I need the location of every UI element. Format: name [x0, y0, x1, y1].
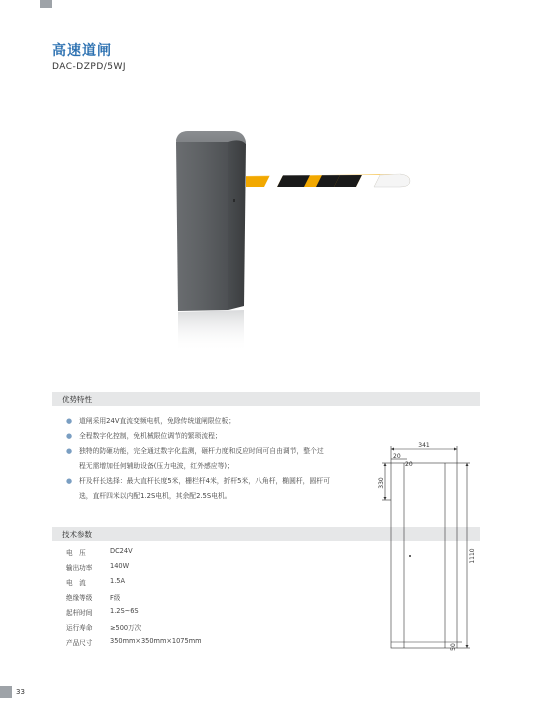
specs-heading: 技术参数	[62, 530, 92, 539]
dim-left-offset-label: 20	[393, 453, 401, 460]
spec-label: 电 压	[66, 549, 86, 557]
drawing-cabinet-outline	[391, 463, 457, 648]
spec-value: 350mm×350mm×1075mm	[110, 637, 202, 645]
model-number: DAC-DZPD/5WJ	[52, 62, 127, 72]
spec-value: ≥500万次	[110, 624, 142, 632]
bullet-icon: ●	[66, 447, 73, 455]
spec-label: 运行寿命	[66, 624, 93, 632]
page-number-marker	[0, 686, 12, 698]
feature-text: 杆及杆长选择：最大直杆长度5米，栅栏杆4米，折杆5米，八角杆，椭圆杆，圆杆可选，直杆四米以内配1.2S电机，其余配2.5S电机。	[79, 477, 330, 500]
feature-text: 独特的防砸功能，完全通过数字化监测，砸杆力度和反应时间可自由调节，整个过程无需增加任何辅助设备(压力电波，红外感应等)；	[79, 447, 324, 470]
spec-label: 产品尺寸	[66, 639, 93, 647]
spec-label: 起杆时间	[66, 609, 93, 617]
spec-label: 绝缘等级	[66, 594, 93, 602]
dim-right-offset-label: 20	[405, 461, 413, 468]
drawing-lock-mark	[409, 555, 411, 557]
feature-text: 道闸采用24V直流变频电机，免除传统道闸限位板；	[79, 417, 236, 425]
bullet-icon: ●	[66, 477, 73, 485]
spec-label: 输出功率	[66, 564, 93, 572]
page-number: 33	[16, 688, 25, 696]
page-title: 高速道闸	[52, 43, 112, 59]
dim-height-label: 1110	[469, 548, 476, 564]
bullet-icon: ●	[66, 417, 73, 425]
dim-width-label: 341	[418, 442, 430, 449]
spec-value: 1.2S~6S	[110, 607, 139, 615]
spec-label: 电 流	[66, 579, 86, 587]
spec-value: F级	[110, 594, 121, 602]
spec-value: 1.5A	[110, 577, 125, 585]
spec-value: DC24V	[110, 547, 133, 555]
dim-bottom-label: 50	[450, 643, 457, 651]
feature-text: 全程数字化控制，免机械限位调节的繁琐流程；	[79, 432, 222, 440]
bullet-icon: ●	[66, 432, 73, 440]
advantages-heading: 优势特性	[62, 395, 92, 404]
spec-value: 140W	[110, 562, 130, 570]
dim-top-label: 330	[378, 477, 385, 489]
